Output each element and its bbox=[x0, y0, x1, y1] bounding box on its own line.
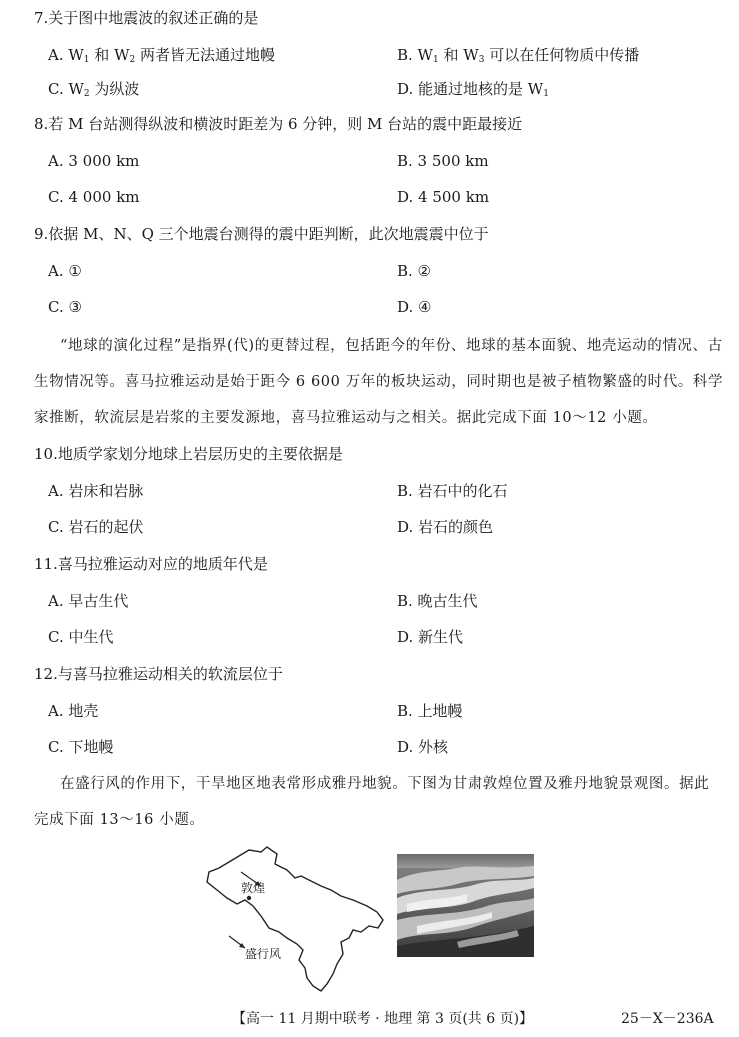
yardang-landscape-photo-icon bbox=[397, 854, 534, 957]
question-8-stem: 8.若 M 台站测得纵波和横波时距差为 6 分钟，则 M 台站的震中距最接近 bbox=[34, 115, 523, 133]
question-12-option-b: B. 上地幔 bbox=[397, 702, 463, 720]
question-8-option-a: A. 3 000 km bbox=[48, 152, 140, 170]
question-12-stem: 12.与喜马拉雅运动相关的软流层位于 bbox=[34, 665, 283, 683]
question-10-option-b: B. 岩石中的化石 bbox=[397, 482, 508, 500]
question-9-option-d: D. ④ bbox=[397, 298, 432, 316]
question-9-option-c: C. ③ bbox=[48, 298, 82, 316]
question-8-option-b: B. 3 500 km bbox=[397, 152, 489, 170]
prevailing-wind-label: 盛行风 bbox=[245, 947, 282, 961]
question-10-option-d: D. 岩石的颜色 bbox=[397, 518, 494, 536]
question-10-option-a: A. 岩床和岩脉 bbox=[48, 482, 144, 500]
question-8-option-d: D. 4 500 km bbox=[397, 188, 490, 206]
question-7-option-a: A. $W_1$ 和 $W_2$ 两者皆无法通过地幔 bbox=[48, 46, 276, 65]
question-11-stem: 11.喜马拉雅运动对应的地质年代是 bbox=[34, 555, 268, 573]
question-7-option-c: C. $W_2$ 为纵波 bbox=[48, 80, 140, 99]
question-8-option-c: C. 4 000 km bbox=[48, 188, 140, 206]
dunhuang-dot bbox=[247, 896, 251, 900]
dunhuang-label: 敦煌 bbox=[241, 881, 266, 895]
question-12-option-d: D. 外核 bbox=[397, 738, 449, 756]
question-9-option-a: A. ① bbox=[48, 262, 82, 280]
passage-2-line-2: 完成下面 13～16 小题。 bbox=[34, 812, 205, 828]
page-footer-title: 【高一 11 月期中联考 · 地理 第 3 页(共 6 页)】 bbox=[232, 1011, 534, 1027]
question-7-stem: 7.关于图中地震波的叙述正确的是 bbox=[34, 9, 259, 27]
question-7-option-b: B. $W_1$ 和 $W_3$ 可以在任何物质中传播 bbox=[397, 46, 640, 65]
passage-1-line-2: 生物情况等。喜马拉雅运动是始于距今 6 600 万年的板块运动，同时期也是被子植物繁盛的时代。科学 bbox=[34, 374, 724, 390]
question-12-option-a: A. 地壳 bbox=[48, 702, 99, 720]
question-12-option-c: C. 下地幔 bbox=[48, 738, 114, 756]
question-9-option-b: B. ② bbox=[397, 262, 432, 280]
gansu-location-map bbox=[203, 846, 393, 996]
question-11-option-b: B. 晚古生代 bbox=[397, 592, 478, 610]
question-7-option-d: D. 能通过地核的是 $W_1$ bbox=[397, 80, 549, 99]
passage-1-line-1: “地球的演化过程”是指界(代)的更替过程，包括距今的年份、地球的基本面貌、地壳运动的情况、古 bbox=[60, 338, 723, 354]
question-11-option-a: A. 早古生代 bbox=[48, 592, 129, 610]
question-11-option-d: D. 新生代 bbox=[397, 628, 464, 646]
passage-2-line-1: 在盛行风的作用下，干旱地区地表常形成雅丹地貌。下图为甘肃敦煌位置及雅丹地貌景观图。据此 bbox=[60, 776, 710, 792]
question-9-stem: 9.依据 M、N、Q 三个地震台测得的震中距判断，此次地震震中位于 bbox=[34, 225, 489, 243]
passage-1-line-3: 家推断，软流层是岩浆的主要发源地，喜马拉雅运动与之相关。据此完成下面 10～12 小题。 bbox=[34, 410, 658, 426]
question-11-option-c: C. 中生代 bbox=[48, 628, 114, 646]
question-10-stem: 10.地质学家划分地球上岩层历史的主要依据是 bbox=[34, 445, 343, 463]
gansu-outline bbox=[207, 847, 383, 991]
page-footer-code: 25－X－236A bbox=[621, 1011, 714, 1027]
question-10-option-c: C. 岩石的起伏 bbox=[48, 518, 144, 536]
